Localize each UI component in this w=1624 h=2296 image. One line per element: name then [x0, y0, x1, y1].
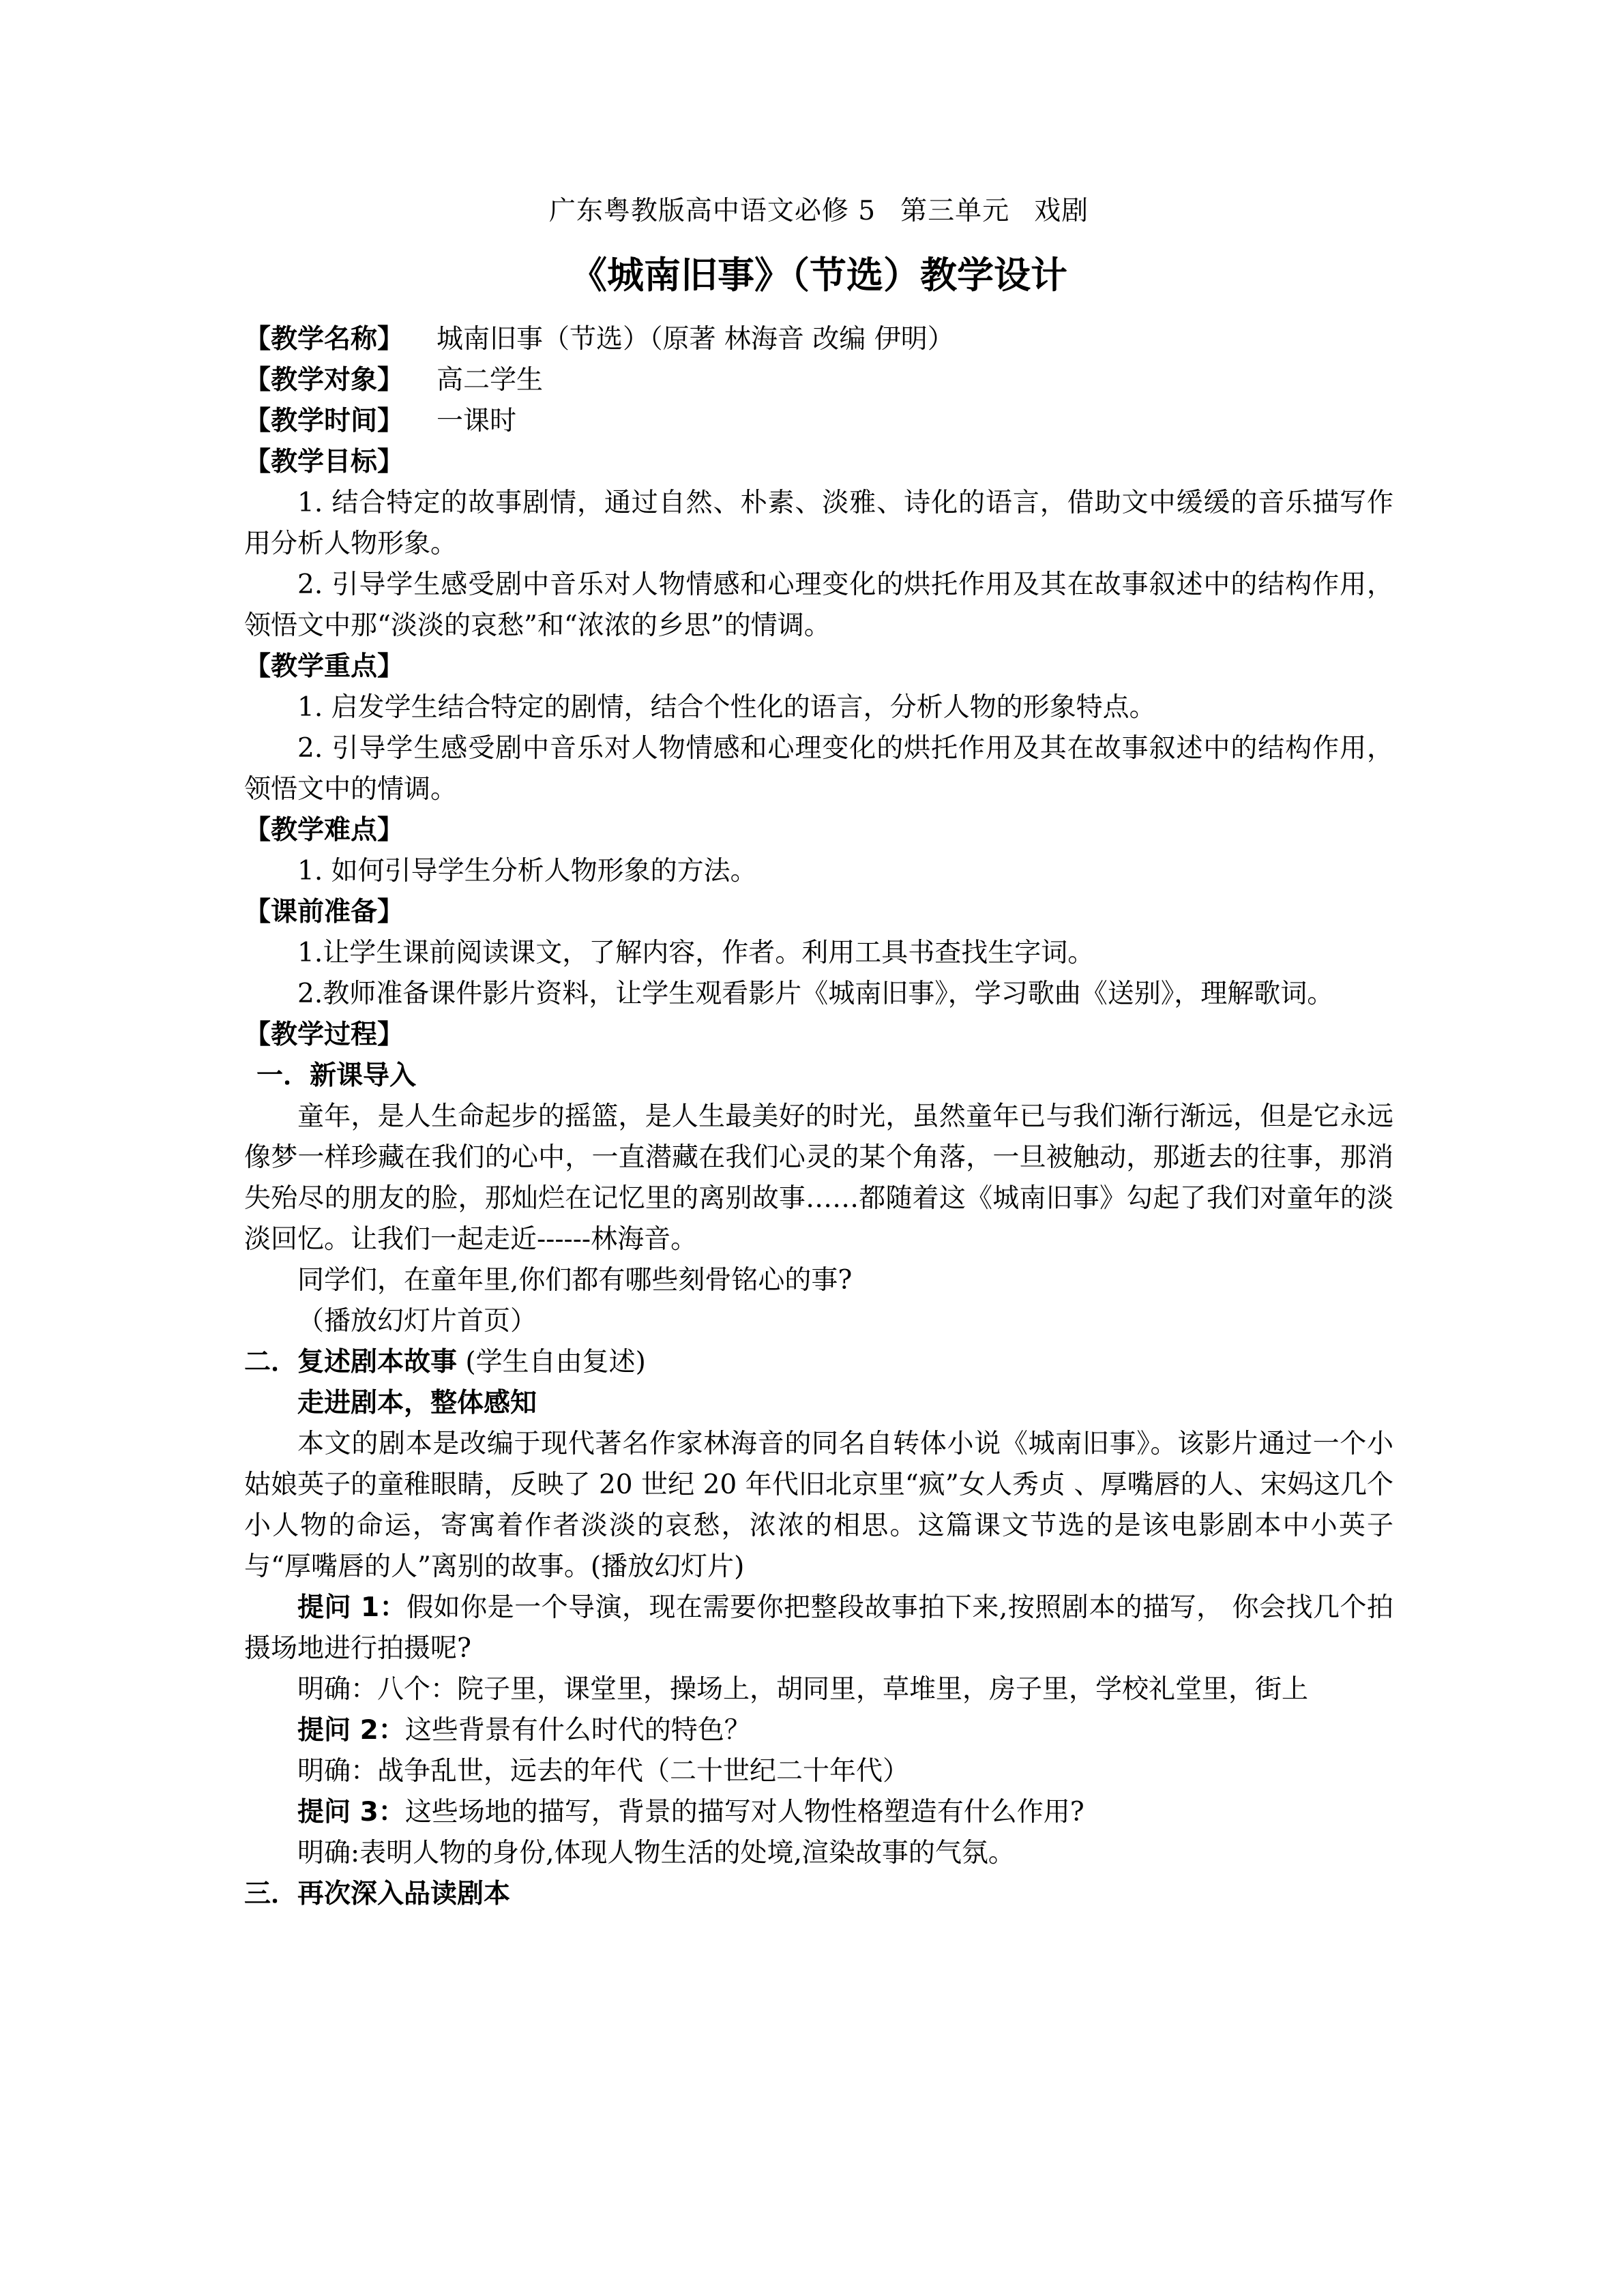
subtitle-unit: 第三单元 — [900, 196, 1010, 226]
keypoint-item-2: 2. 引导学生感受剧中音乐对人物情感和心理变化的烘托作用及其在故事叙述中的结构作用，领悟文中的情调。 — [244, 733, 1393, 805]
section-1-paragraph: 童年，是人生命起步的摇篮，是人生最美好的时光，虽然童年已与我们渐行渐远，但是它永远像梦一样珍藏在我们的心中，一直潜藏在我们心灵的某个角落，一旦被触动，那逝去的往事，那消失殆尽的朋友的脸，那灿烂在记忆里的离别故事……都随着这《城南旧事》勾起了我们对童年的淡淡回忆。让我们一起走近------林海音。 — [244, 1101, 1393, 1255]
goal-item-2: 2. 引导学生感受剧中音乐对人物情感和心理变化的烘托作用及其在故事叙述中的结构作用，领悟文中那“淡淡的哀愁”和“浓浓的乡思”的情调。 — [244, 569, 1393, 641]
subtitle-textbook: 广东粤教版高中语文必修 5 — [548, 196, 876, 226]
answer-3: 明确:表明人物的身份,体现人物生活的处境,渲染故事的气氛。 — [297, 1838, 1015, 1868]
question-2-text: 这些背景有什么时代的特色？ — [404, 1715, 751, 1746]
info-name-label: 【教学名称】 — [244, 324, 404, 355]
info-time-row — [244, 401, 1393, 442]
prep-item-1: 1.让学生课前阅读课文，了解内容，作者。利用工具书查找生字词。 — [297, 938, 1095, 968]
section-2-heading: 二．复述剧本故事 — [244, 1347, 458, 1377]
process-heading: 【教学过程】 — [244, 1019, 404, 1050]
question-3-text: 这些场地的描写，背景的描写对人物性格塑造有什么作用? — [404, 1797, 1084, 1828]
info-target-row — [244, 360, 1393, 401]
question-2 — [244, 1710, 1393, 1751]
info-name-value: 城南旧事（节选）（原著 林海音 改编 伊明） — [437, 324, 954, 355]
question-1-label: 提问 1： — [297, 1592, 407, 1623]
subtitle-genre: 戏剧 — [1034, 196, 1089, 226]
section-1-heading: 一．新课导入 — [256, 1060, 417, 1091]
answer-1: 明确：八个：院子里，课堂里，操场上，胡同里，草堆里，房子里，学校礼堂里，街上 — [297, 1674, 1309, 1705]
question-3 — [244, 1792, 1393, 1833]
course-subtitle — [244, 192, 1393, 230]
section-3-heading: 三．再次深入品读剧本 — [244, 1879, 511, 1909]
info-time-label: 【教学时间】 — [244, 406, 404, 436]
question-1 — [244, 1587, 1393, 1669]
section-2-heading-note: (学生自由复述) — [465, 1347, 646, 1377]
prep-heading: 【课前准备】 — [244, 897, 404, 927]
info-target-label: 【教学对象】 — [244, 365, 404, 396]
goal-item-1: 1. 结合特定的故事剧情，通过自然、朴素、淡雅、诗化的语言，借助文中缓缓的音乐描写作用分析人物形象。 — [244, 488, 1393, 559]
prep-item-2: 2.教师准备课件影片资料，让学生观看影片《城南旧事》，学习歌曲《送别》，理解歌词。 — [297, 979, 1334, 1009]
goals-heading: 【教学目标】 — [244, 447, 404, 477]
keypoint-item-1: 1. 启发学生结合特定的剧情，结合个性化的语言，分析人物的形象特点。 — [297, 692, 1156, 723]
difficulties-heading: 【教学难点】 — [244, 815, 404, 846]
question-1-text: 假如你是一个导演，现在需要你把整段故事拍下来,按照剧本的描写， 你会找几个拍摄场地进行拍摄呢? — [244, 1592, 1393, 1664]
question-3-label: 提问 3： — [297, 1797, 405, 1828]
section-2-heading-row — [244, 1342, 1393, 1383]
page-title: 《城南旧事》（节选）教学设计 — [570, 254, 1067, 297]
section-2-paragraph: 本文的剧本是改编于现代著名作家林海音的同名自转体小说《城南旧事》。该影片通过一个小姑娘英子的童稚眼睛，反映了 20 世纪 20 年代旧北京里“疯”女人秀贞 、厚嘴唇的人、宋妈这几个小人物的命运，寄寓着作者淡淡的哀愁，浓浓的相思。这篇课文节选的是该电影剧本中小英子与“厚嘴唇的人”离别的故事。(播放幻灯片) — [244, 1429, 1393, 1582]
section-1-question: 同学们，在童年里,你们都有哪些刻骨铭心的事? — [297, 1265, 853, 1296]
keypoints-heading: 【教学重点】 — [244, 651, 404, 682]
info-name-row — [244, 319, 1393, 360]
difficulty-item-1: 1. 如何引导学生分析人物形象的方法。 — [297, 856, 757, 886]
info-target-value: 高二学生 — [437, 365, 544, 396]
info-time-value: 一课时 — [437, 406, 517, 436]
document-content — [244, 192, 1393, 1915]
question-2-label: 提问 2： — [297, 1715, 405, 1746]
section-1-note: （播放幻灯片首页） — [297, 1306, 537, 1337]
answer-2: 明确：战争乱世，远去的年代（二十世纪二十年代） — [297, 1756, 910, 1787]
section-2-subheading: 走进剧本，整体感知 — [297, 1388, 537, 1418]
